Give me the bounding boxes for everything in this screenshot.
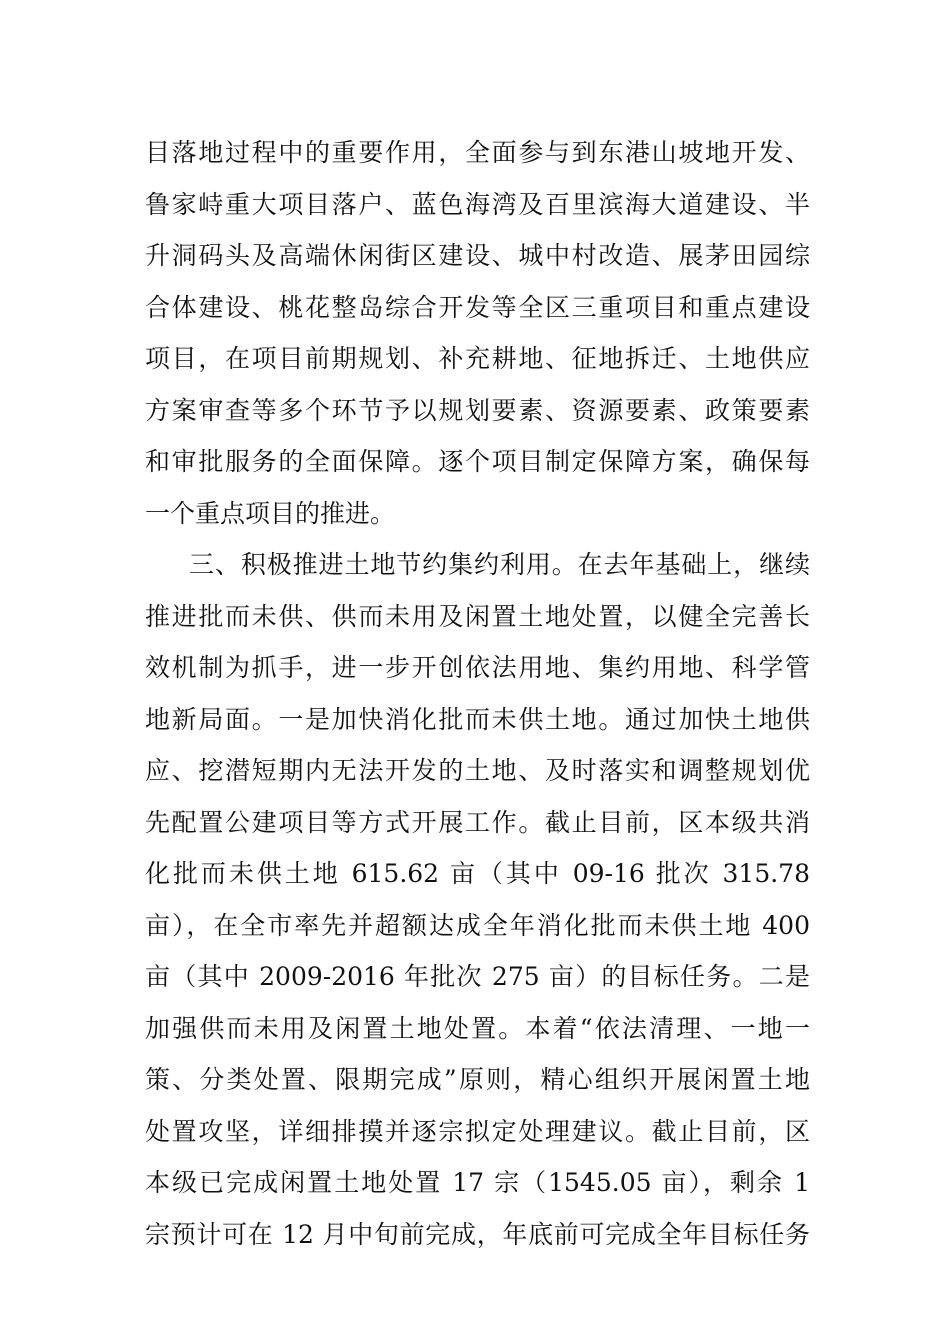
text-line: 升洞码头及高端休闲街区建设、城中村改造、展茅田园综 <box>145 241 810 270</box>
body-text <box>145 127 810 1260</box>
section-heading-line: 三、积极推进土地节约集约利用。在去年基础上，继续 <box>189 550 810 579</box>
text-line: 和审批服务的全面保障。逐个项目制定保障方案，确保每 <box>145 447 810 476</box>
text-line: 一个重点项目的推进。 <box>145 498 396 528</box>
text-line: 亩），在全市率先并超额达成全年消化批而未供土地 400 <box>145 910 810 940</box>
text-line: 处置攻坚，详细排摸并逐宗拟定处理建议。截止目前，区 <box>145 1116 810 1146</box>
text-line: 方案审查等多个环节予以规划要素、资源要素、政策要素 <box>145 395 810 425</box>
text-line: 加强供而未用及闲置土地处置。本着“依法清理、一地一 <box>145 1013 810 1043</box>
text-line: 宗预计可在 12 月中旬前完成，年底前可完成全年目标任务 <box>145 1219 810 1249</box>
text-line: 效机制为抓手，进一步开创依法用地、集约用地、科学管 <box>145 653 810 682</box>
text-line: 推进批而未供、供而未用及闲置土地处置，以健全完善长 <box>145 601 810 631</box>
text-line: 目落地过程中的重要作用，全面参与到东港山坡地开发、 <box>145 138 810 167</box>
text-line: 化批而未供土地 615.62 亩（其中 09-16 批次 315.78 <box>145 859 810 888</box>
text-line: 项目，在项目前期规划、补充耕地、征地拆迁、土地供应 <box>145 344 810 373</box>
text-line: 地新局面。一是加快消化批而未供土地。通过加快土地供 <box>145 704 810 734</box>
text-line: 鲁家峙重大项目落户、蓝色海湾及百里滨海大道建设、半 <box>145 189 810 219</box>
text-line: 亩（其中 2009-2016 年批次 275 亩）的目标任务。二是 <box>145 962 810 991</box>
text-line: 先配置公建项目等方式开展工作。截止目前，区本级共消 <box>145 807 810 837</box>
text-line: 合体建设、桃花整岛综合开发等全区三重项目和重点建设 <box>145 292 810 322</box>
text-line: 策、分类处置、限期完成”原则，精心组织开展闲置土地 <box>145 1065 810 1094</box>
text-line: 应、挖潜短期内无法开发的土地、及时落实和调整规划优 <box>145 756 810 785</box>
text-line: 本级已完成闲置土地处置 17 宗（1545.05 亩），剩余 1 <box>145 1168 810 1197</box>
